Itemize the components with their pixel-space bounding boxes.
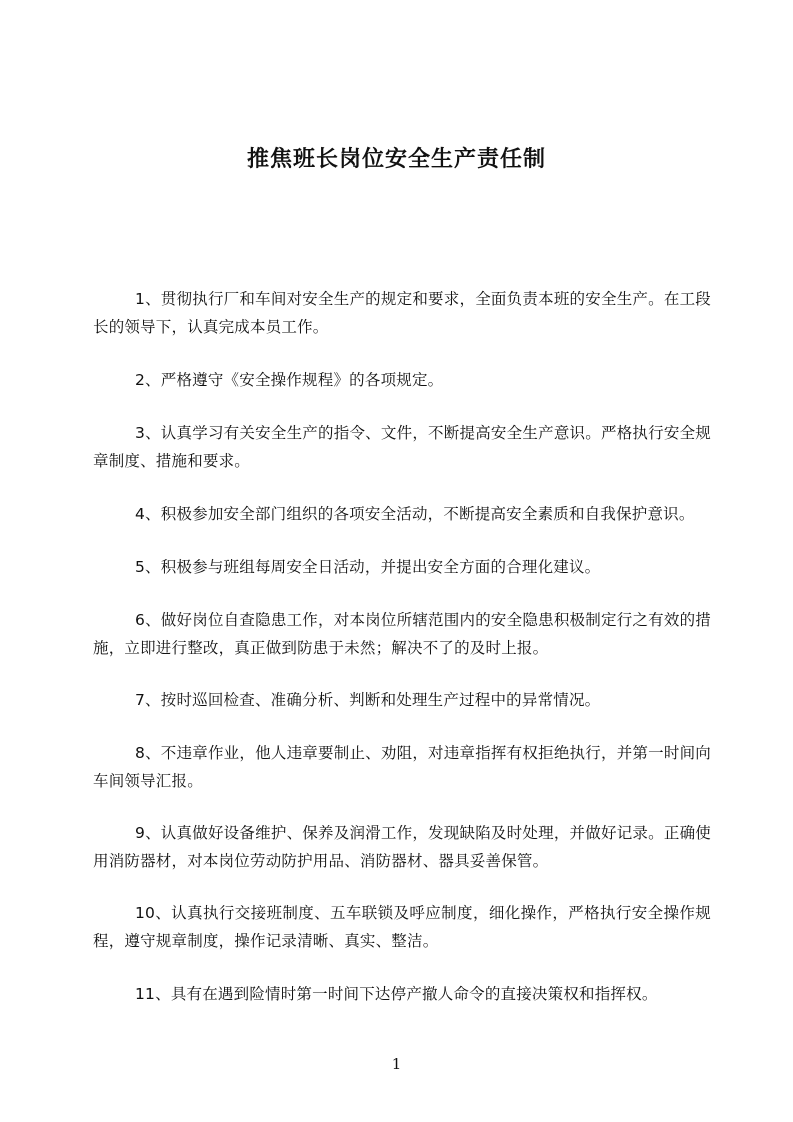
clause-1: 1、贯彻执行厂和车间对安全生产的规定和要求，全面负责本班的安全生产。在工段长的领导下，认真完成本员工作。	[93, 290, 711, 336]
clause-10: 10、认真执行交接班制度、五车联锁及呼应制度，细化操作，严格执行安全操作规程，遵守规章制度，操作记录清晰、真实、整洁。	[93, 904, 711, 950]
clause-9: 9、认真做好设备维护、保养及润滑工作，发现缺陷及时处理，并做好记录。正确使用消防器材，对本岗位劳动防护用品、消防器材、器具妥善保管。	[93, 824, 711, 870]
clause-5: 5、积极参与班组每周安全日活动，并提出安全方面的合理化建议。	[135, 558, 601, 576]
clause-7: 7、按时巡回检查、准确分析、判断和处理生产过程中的异常情况。	[135, 691, 601, 709]
clause-11: 11、具有在遇到险情时第一时间下达停产撤人命令的直接决策权和指挥权。	[135, 985, 658, 1003]
clause-8: 8、不违章作业，他人违章要制止、劝阻，对违章指挥有权拒绝执行，并第一时间向车间领导汇报。	[93, 744, 711, 790]
page-number: 1	[391, 1055, 402, 1073]
clause-6: 6、做好岗位自查隐患工作，对本岗位所辖范围内的安全隐患积极制定行之有效的措施，立即进行整改，真正做到防患于未然；解决不了的及时上报。	[93, 611, 711, 657]
clause-2: 2、严格遵守《安全操作规程》的各项规定。	[135, 371, 444, 389]
clause-4: 4、积极参加安全部门组织的各项安全活动，不断提高安全素质和自我保护意识。	[135, 505, 695, 523]
clause-3: 3、认真学习有关安全生产的指令、文件，不断提高安全生产意识。严格执行安全规章制度、措施和要求。	[93, 424, 711, 470]
document-title: 推焦班长岗位安全生产责任制	[246, 147, 546, 172]
